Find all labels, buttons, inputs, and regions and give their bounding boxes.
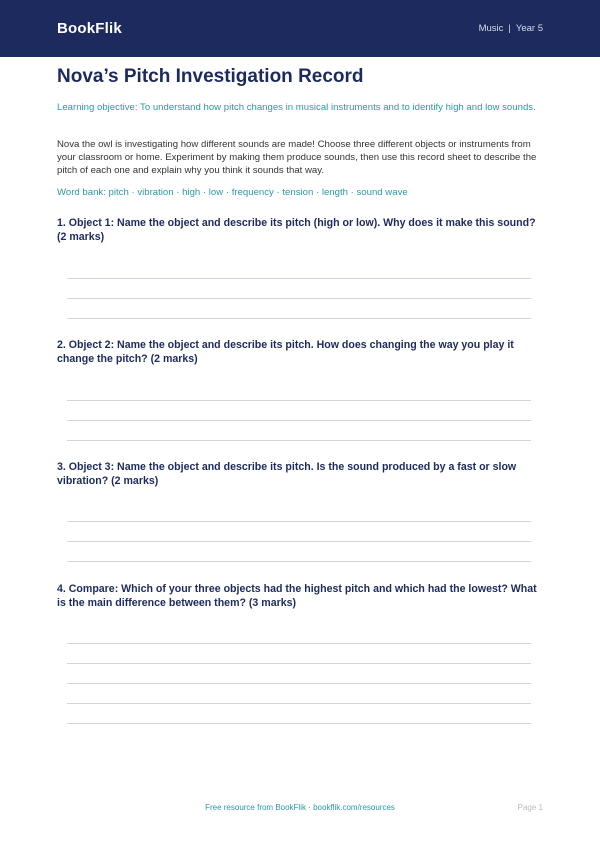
question-2: 2. Object 2: Name the object and describe its pitch. How does changing the way you play it change the pitch? (2 marks)	[57, 339, 514, 365]
answer-line	[67, 420, 531, 421]
answer-line	[67, 521, 531, 522]
answer-line	[67, 400, 531, 401]
answer-line	[67, 683, 531, 684]
page-number: Page 1	[517, 803, 543, 812]
intro-paragraph: Nova the owl is investigating how different sounds are made! Choose three different objects or instruments from your classroom or home. Experiment by making them produce sounds, then use this record sheet to describe the pitch of each one and explain why you think it sounds that way.	[57, 139, 537, 176]
worksheet-title: Nova’s Pitch Investigation Record	[57, 66, 364, 87]
subject-label: Music	[478, 23, 504, 34]
question-4: 4. Compare: Which of your three objects had the highest pitch and which had the lowest? What is the main difference between them? (3 marks)	[57, 583, 537, 609]
answer-line	[67, 561, 531, 562]
answer-line	[67, 663, 531, 664]
question-1: 1. Object 1: Name the object and describe its pitch (high or low). Why does it make this sound? (2 marks)	[57, 217, 536, 243]
answer-line	[67, 643, 531, 644]
learning-objective: Learning objective: To understand how pitch changes in musical instruments and to identify high and low sounds.	[57, 102, 536, 113]
word-bank: Word bank: pitch · vibration · high · low · frequency · tension · length · sound wave	[57, 187, 408, 198]
question-3: 3. Object 3: Name the object and describe its pitch. Is the sound produced by a fast or slow vibration? (2 marks)	[57, 461, 517, 487]
answer-line	[67, 298, 531, 299]
answer-line	[67, 703, 531, 704]
answer-line	[67, 278, 531, 279]
page-header	[0, 0, 600, 57]
year-label: Year 5	[515, 23, 543, 34]
answer-line	[67, 440, 531, 441]
footer-source-link[interactable]: Free resource from BookFlik · bookflik.com/resources	[205, 803, 395, 812]
subject-year-label	[479, 23, 543, 34]
answer-line	[67, 541, 531, 542]
answer-line	[67, 723, 531, 724]
separator: |	[508, 23, 511, 34]
answer-line	[67, 318, 531, 319]
brand-logo: BookFlik	[57, 20, 122, 37]
